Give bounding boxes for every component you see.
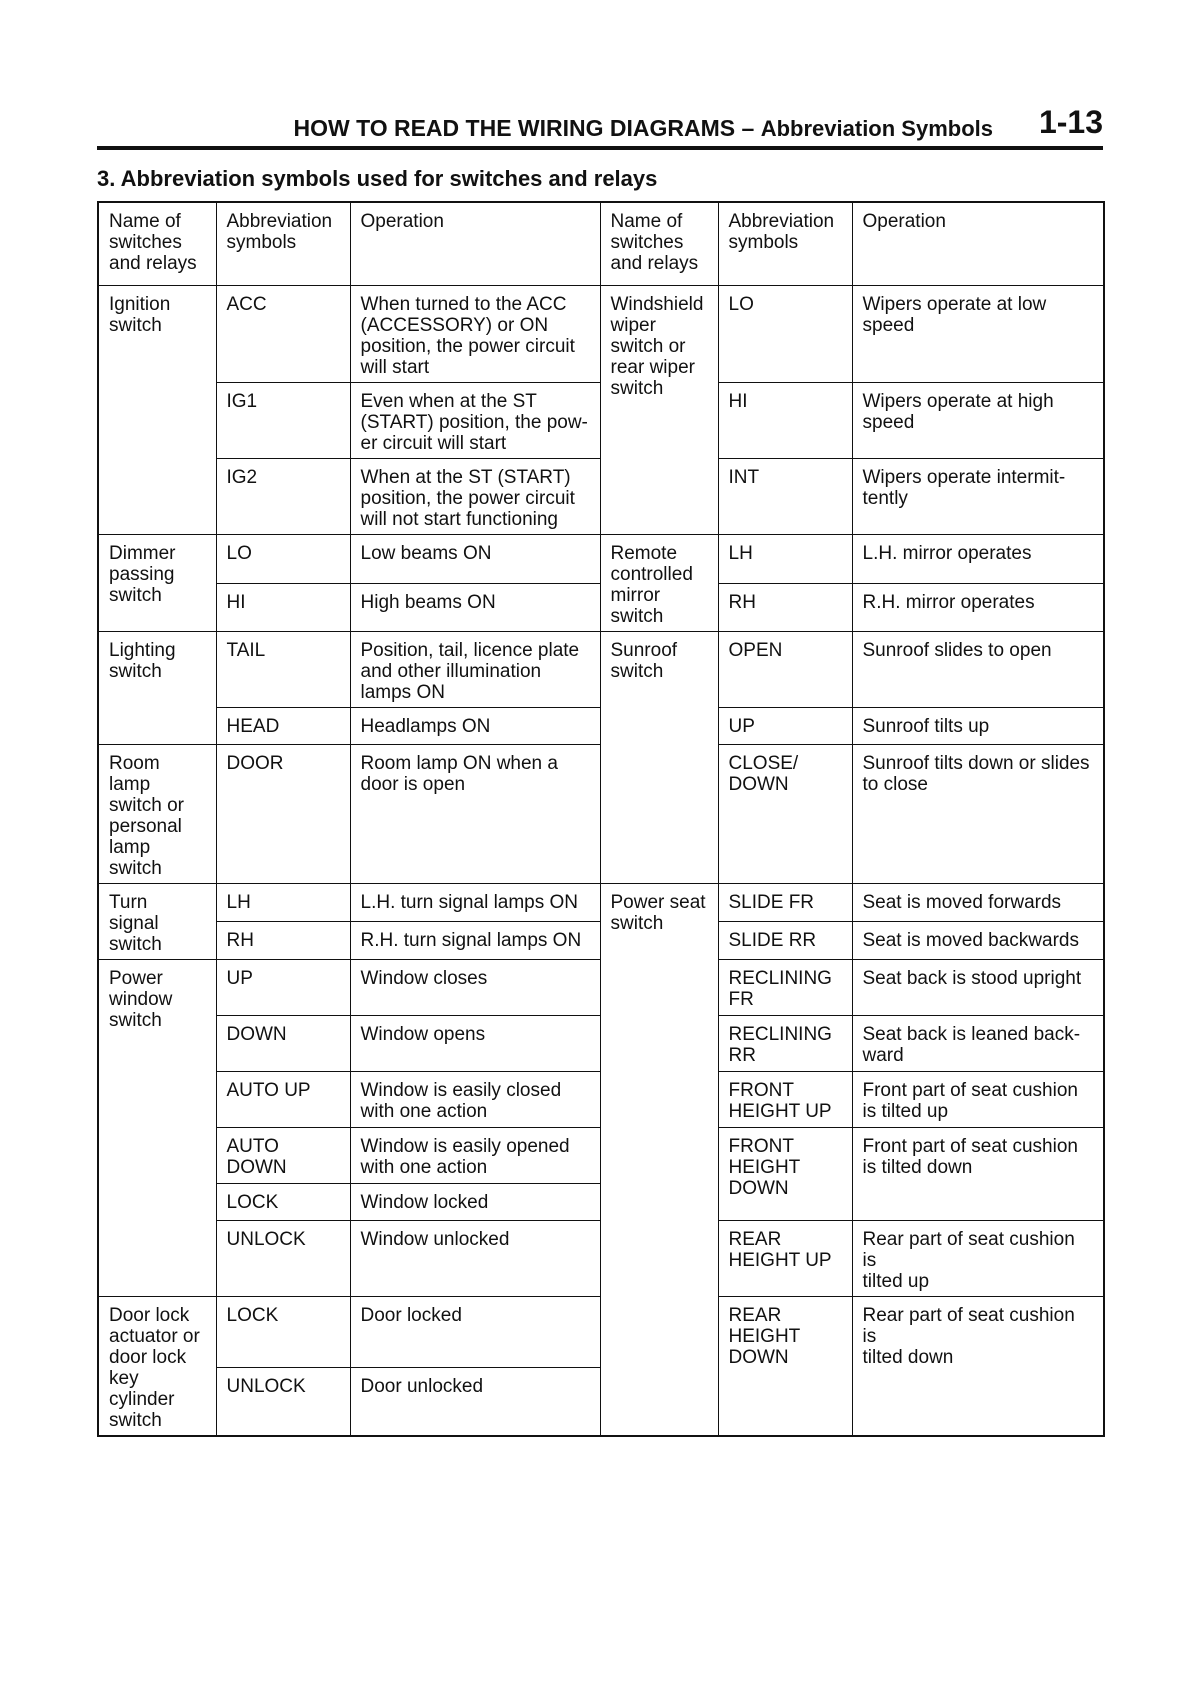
abbreviation-cell: UNLOCK [216, 1367, 350, 1436]
abbreviation-cell: INT [718, 459, 852, 535]
operation-cell: Door locked [350, 1297, 600, 1368]
header-abbr-right: Abbreviation symbols [718, 202, 852, 286]
operation-cell: Wipers operate at low speed [852, 286, 1104, 383]
page-title [293, 115, 993, 142]
abbreviation-cell: LH [718, 535, 852, 584]
table-row [98, 535, 1104, 584]
operation-cell: When at the ST (START) position, the power circuit will not start functioning [350, 459, 600, 535]
operation-cell: Low beams ON [350, 535, 600, 584]
table-row [98, 632, 1104, 708]
abbreviation-cell: CLOSE/ DOWN [718, 745, 852, 884]
switch-name-cell: Door lock actuator or door lock key cylinder switch [98, 1297, 216, 1437]
abbreviation-cell: HEAD [216, 708, 350, 745]
abbreviation-cell: UP [718, 708, 852, 745]
abbreviation-cell: RECLINING RR [718, 1016, 852, 1072]
abbreviation-cell: LO [718, 286, 852, 383]
header-operation-right: Operation [852, 202, 1104, 286]
operation-cell: Headlamps ON [350, 708, 600, 745]
abbreviation-cell: HI [216, 584, 350, 632]
title-main: HOW TO READ THE WIRING DIAGRAMS [293, 115, 736, 141]
operation-cell: Sunroof tilts down or slides to close [852, 745, 1104, 884]
switch-name-cell: Sunroof switch [600, 632, 718, 884]
abbreviation-cell: LOCK [216, 1184, 350, 1221]
abbreviation-cell: IG1 [216, 383, 350, 459]
table-row [98, 286, 1104, 383]
operation-cell: R.H. mirror operates [852, 584, 1104, 632]
operation-cell: L.H. mirror operates [852, 535, 1104, 584]
abbreviation-cell: AUTO UP [216, 1072, 350, 1128]
page-number: 1-13 [1038, 104, 1103, 140]
operation-cell: Seat back is stood upright [852, 960, 1104, 1016]
operation-cell: R.H. turn signal lamps ON [350, 922, 600, 960]
switch-name-cell: Remote controlled mirror switch [600, 535, 718, 632]
operation-cell: Rear part of seat cushion is tilted up [852, 1221, 1104, 1297]
section-heading: 3. Abbreviation symbols used for switches and relays [97, 166, 658, 191]
operation-cell: Window is easily opened with one action [350, 1128, 600, 1184]
abbreviation-cell: FRONT HEIGHT UP [718, 1072, 852, 1128]
abbreviation-cell: LOCK [216, 1297, 350, 1368]
operation-cell: Rear part of seat cushion is tilted down [852, 1297, 1104, 1437]
operation-cell: Seat back is leaned back- ward [852, 1016, 1104, 1072]
abbreviation-cell: UNLOCK [216, 1221, 350, 1297]
abbreviation-cell: SLIDE RR [718, 922, 852, 960]
operation-cell: When turned to the ACC (ACCESSORY) or ON position, the power circuit will start [350, 286, 600, 383]
abbreviation-cell: RH [718, 584, 852, 632]
abbreviation-cell: TAIL [216, 632, 350, 708]
switch-name-cell: Room lamp switch or personal lamp switch [98, 745, 216, 884]
switch-name-cell: Power window switch [98, 960, 216, 1297]
abbreviation-cell: RECLINING FR [718, 960, 852, 1016]
operation-cell: Window is easily closed with one action [350, 1072, 600, 1128]
operation-cell: Seat is moved forwards [852, 884, 1104, 922]
abbreviation-cell: IG2 [216, 459, 350, 535]
operation-cell: Room lamp ON when a door is open [350, 745, 600, 884]
operation-cell: Door unlocked [350, 1367, 600, 1436]
abbreviation-cell: OPEN [718, 632, 852, 708]
operation-cell: Sunroof tilts up [852, 708, 1104, 745]
switch-name-cell: Dimmer passing switch [98, 535, 216, 632]
header-name-right: Name of switches and relays [600, 202, 718, 286]
operation-cell: Wipers operate at high speed [852, 383, 1104, 459]
header-operation-left: Operation [350, 202, 600, 286]
abbreviation-cell: FRONT HEIGHT DOWN [718, 1128, 852, 1221]
table-row [98, 884, 1104, 922]
operation-cell: Window opens [350, 1016, 600, 1072]
abbreviation-cell: REAR HEIGHT UP [718, 1221, 852, 1297]
title-sub: Abbreviation Symbols [760, 116, 993, 141]
header-name-left: Name of switches and relays [98, 202, 216, 286]
operation-cell: High beams ON [350, 584, 600, 632]
operation-cell: Wipers operate intermit- tently [852, 459, 1104, 535]
operation-cell: Front part of seat cushion is tilted up [852, 1072, 1104, 1128]
abbreviation-cell: UP [216, 960, 350, 1016]
page-header [97, 102, 1103, 148]
abbreviation-cell: DOOR [216, 745, 350, 884]
title-dash: – [741, 115, 755, 141]
abbreviation-cell: ACC [216, 286, 350, 383]
operation-cell: Even when at the ST (START) position, the pow- er circuit will start [350, 383, 600, 459]
switch-name-cell: Windshield wiper switch or rear wiper switch [600, 286, 718, 535]
operation-cell: Position, tail, licence plate and other illumination lamps ON [350, 632, 600, 708]
header-abbr-left: Abbreviation symbols [216, 202, 350, 286]
abbreviation-cell: LO [216, 535, 350, 584]
switch-name-cell: Ignition switch [98, 286, 216, 535]
operation-cell: Sunroof slides to open [852, 632, 1104, 708]
switch-name-cell: Power seat switch [600, 884, 718, 1437]
abbreviation-cell: RH [216, 922, 350, 960]
operation-cell: Front part of seat cushion is tilted down [852, 1128, 1104, 1221]
abbreviation-cell: REAR HEIGHT DOWN [718, 1297, 852, 1437]
abbreviation-cell: DOWN [216, 1016, 350, 1072]
switch-name-cell: Turn signal switch [98, 884, 216, 960]
table-header-row [98, 202, 1104, 286]
operation-cell: L.H. turn signal lamps ON [350, 884, 600, 922]
switch-name-cell: Lighting switch [98, 632, 216, 745]
header-divider [97, 146, 1103, 150]
operation-cell: Seat is moved backwards [852, 922, 1104, 960]
operation-cell: Window closes [350, 960, 600, 1016]
operation-cell: Window locked [350, 1184, 600, 1221]
abbreviation-table [97, 201, 1105, 1437]
abbreviation-cell: HI [718, 383, 852, 459]
operation-cell: Window unlocked [350, 1221, 600, 1297]
abbreviation-cell: LH [216, 884, 350, 922]
abbreviation-cell: AUTO DOWN [216, 1128, 350, 1184]
abbreviation-cell: SLIDE FR [718, 884, 852, 922]
